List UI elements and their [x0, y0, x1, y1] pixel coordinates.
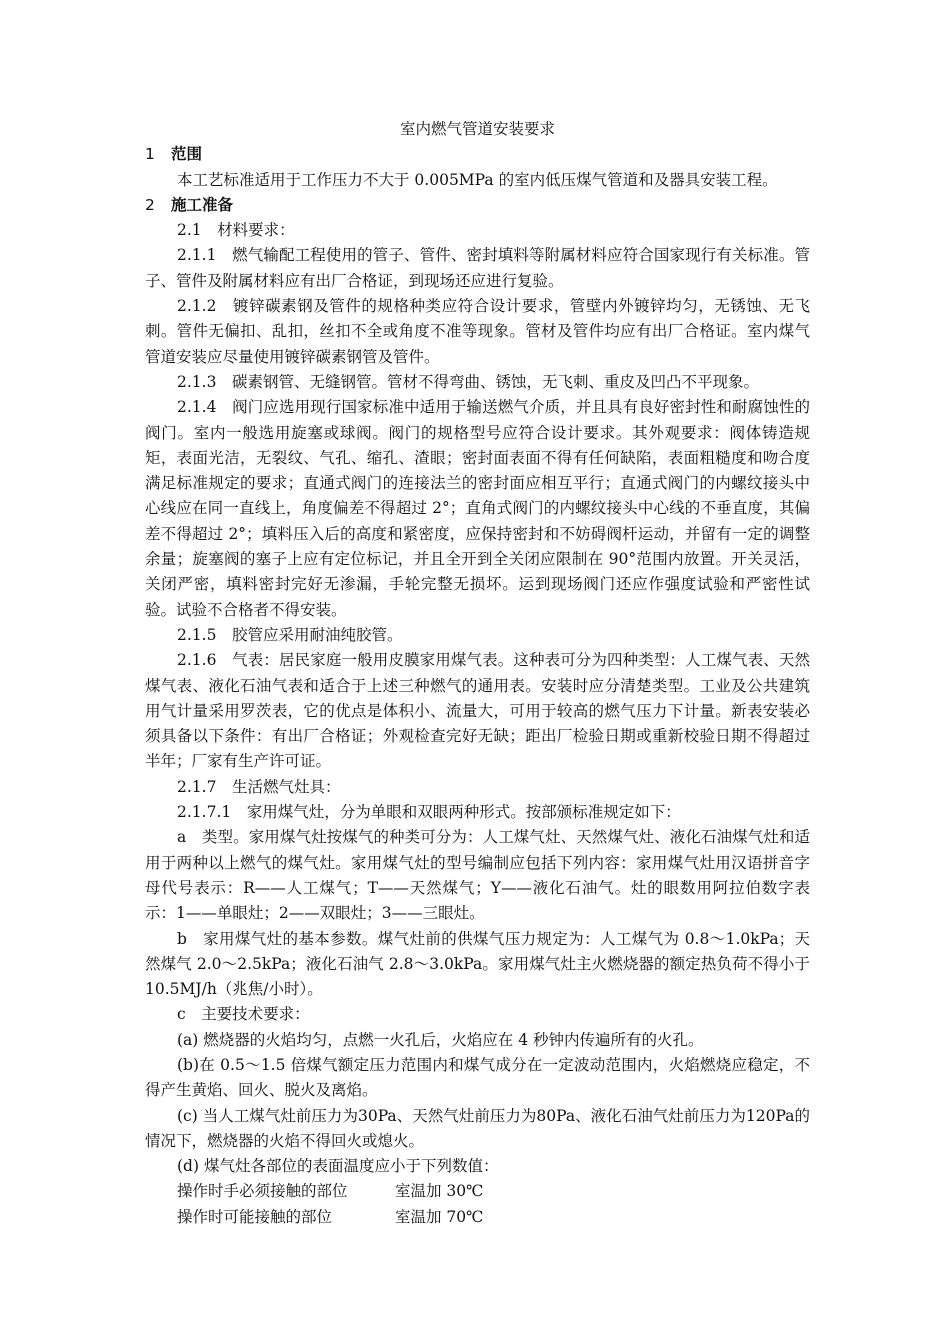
paragraph-2-1-7-1: 2.1.7.1 家用煤气灶，分为单眼和双眼两种形式。按部颁标准规定如下： — [177, 803, 681, 822]
document-title: 室内燃气管道安装要求 — [399, 120, 555, 138]
temperature-row — [145, 1205, 810, 1230]
section-title: 施工准备 — [171, 195, 234, 214]
section-heading-scope — [145, 142, 810, 167]
section-heading-preparation — [145, 193, 810, 218]
section-number: 1 — [145, 145, 155, 164]
paragraph-2-1-2: 2.1.2 镀锌碳素钢及管件的规格种类应符合设计要求，管壁内外镀锌均匀，无锈蚀、无飞刺。管件无偏扣、乱扣，丝扣不全或角度不准等现象。管材及管件均应有出厂合格证。室内煤气管道安装应尽量使用镀锌碳素钢管及管件。 — [145, 297, 810, 366]
paragraph-2-1-6: 2.1.6 气表：居民家庭一般用皮膜家用煤气表。这种表可分为四种类型：人工煤气表、天然煤气表、液化石油气表和适合于上述三种燃气的通用表。安装时应分清楚类型。工业及公共建筑用气计量采用罗茨表，它的优点是体积小、流量大，可用于较高的燃气压力下计量。新表安装必须具备以下条件：有出厂合格证；外观检查完好无缺；距出厂检验日期或重新校验日期不得超过半年；厂家有生产许可证。 — [145, 651, 810, 771]
paragraph-c-d: (d) 煤气灶各部位的表面温度应小于下列数值： — [177, 1157, 499, 1176]
paragraph-2-1-4: 2.1.4 阀门应选用现行国家标准中适用于输送燃气介质，并且具有良好密封性和耐腐蚀性的阀门。室内一般选用旋塞或球阀。阀门的规格型号应符合设计要求。其外观要求：阀体铸造规矩，表面光洁，无裂纹、气孔、缩孔、渣眼；密封面表面不得有任何缺陷，表面粗糙度和吻合度满足标准规定的要求；直通式阀门的连接法兰的密封面应相互平行；直通式阀门的内螺纹接头中心线应在同一直线上，角度偏差不得超过 2°；直角式阀门的内螺纹接头中心线的不垂直度，其偏差不得超过 2°；填料压入后的高度和紧密度，应保持密封和不妨碍阀杆运动，并留有一定的调整余量；旋塞阀的塞子上应有定位标记，并且全开到全关闭应限制在 90°范围内放置。开关灵活，关闭严密，填料密封完好无渗漏，手轮完整无损坏。运到现场阀门还应作强度试验和严密性试验。试验不合格者不得安装。 — [145, 398, 810, 619]
paragraph-c: c 主要技术要求： — [177, 1005, 310, 1024]
paragraph-c-c: (c) 当人工煤气灶前压力为30Pa、天然气灶前压力为80Pa、液化石油气灶前压力为120Pa的情况下，燃烧器的火焰不得回火或熄火。 — [145, 1106, 810, 1150]
temperature-limit: 室温加 70℃ — [395, 1207, 484, 1226]
paragraph-c-a: (a) 燃烧器的火焰均匀，点燃一火孔后，火焰应在 4 秒钟内传遍所有的火孔。 — [177, 1030, 704, 1049]
paragraph-2-1-3: 2.1.3 碳素钢管、无缝钢管。管材不得弯曲、锈蚀，无飞刺、重皮及凹凸不平现象。 — [177, 372, 759, 391]
temperature-part: 操作时手必须接触的部位 — [177, 1182, 348, 1201]
paragraph-a: a 类型。家用煤气灶按煤气的种类可分为：人工煤气灶、天然煤气灶、液化石油煤气灶和适用于两种以上燃气的煤气灶。家用煤气灶的型号编制应包括下列内容：家用煤气灶用汉语拼音字母代号表示：R——人工煤气；T——天然煤气；Y——液化石油气。灶的眼数用阿拉伯数字表示：1——单眼灶；2——双眼灶；3——三眼灶。 — [145, 828, 810, 923]
temperature-row — [145, 1179, 810, 1204]
paragraph-2-1: 2.1 材料要求： — [177, 221, 295, 240]
temperature-part: 操作时可能接触的部位 — [177, 1207, 333, 1226]
section-title: 范围 — [171, 145, 203, 164]
paragraph-scope: 本工艺标准适用于工作压力不大于 0.005MPa 的室内低压煤气管道和及器具安装工程。 — [177, 170, 778, 189]
paragraph-2-1-7: 2.1.7 生活燃气灶具： — [177, 777, 341, 796]
document-page — [145, 0, 810, 1230]
section-number: 2 — [145, 195, 155, 214]
paragraph-2-1-1: 2.1.1 燃气输配工程使用的管子、管件、密封填料等附属材料应符合国家现行有关标准。管子、管件及附属材料应有出厂合格证，到现场还应进行复验。 — [145, 246, 810, 290]
paragraph-2-1-5: 2.1.5 胶管应采用耐油纯胶管。 — [177, 625, 403, 644]
paragraph-c-b: (b)在 0.5～1.5 倍煤气额定压力范围内和煤气成分在一定波动范围内，火焰燃烧应稳定，不得产生黄焰、回火、脱火及离焰。 — [145, 1055, 810, 1100]
temperature-limit: 室温加 30℃ — [395, 1182, 484, 1201]
paragraph-b: b 家用煤气灶的基本参数。煤气灶前的供煤气压力规定为：人工煤气为 0.8～1.0kPa；天然煤气 2.0～2.5kPa；液化石油气 2.8～3.0kPa。家用煤气灶主火燃烧器的额定热负荷不得小于 10.5MJ/h（兆焦/小时）。 — [145, 929, 810, 999]
